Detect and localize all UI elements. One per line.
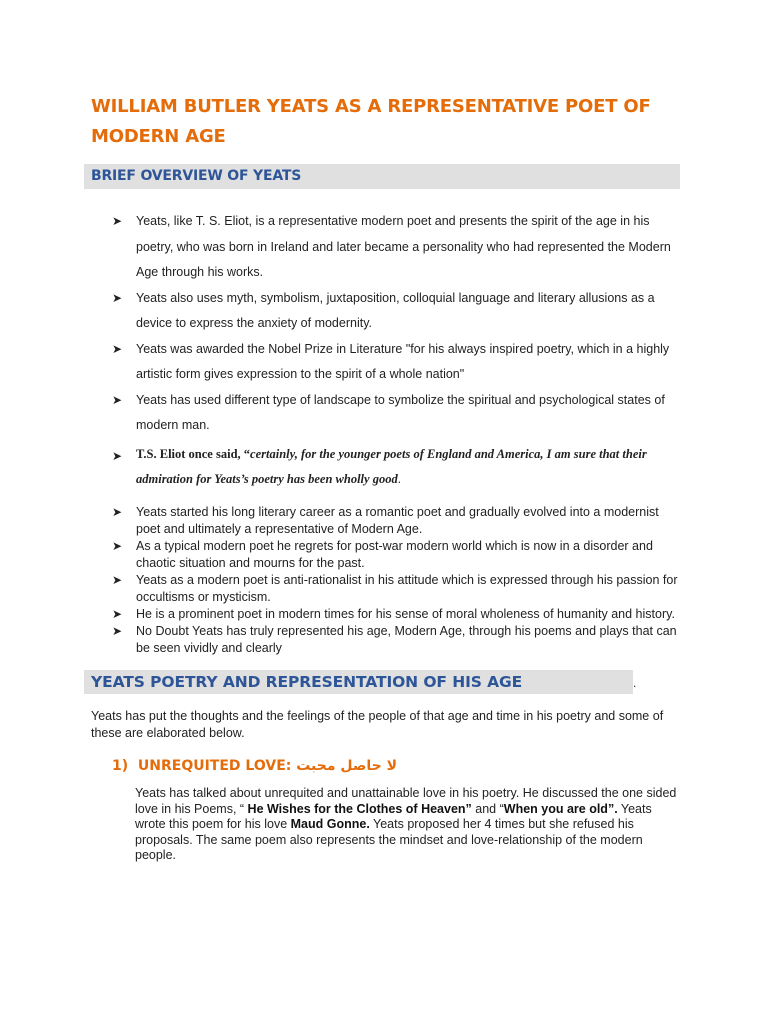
arrow-bullet-icon: ➤	[112, 214, 123, 228]
item-number: 1)	[112, 758, 129, 774]
list-item: ➤ No Doubt Yeats has truly represented his age, Modern Age, through his poems and plays that can be seen vividly and clearly	[112, 624, 677, 655]
list-item: ➤ Yeats was awarded the Nobel Prize in Literature "for his always inspired poetry, which in a highly artistic form gives expression to the spirit of a whole nation"	[112, 337, 672, 388]
arrow-bullet-icon: ➤	[112, 607, 123, 621]
section-heading-overview: BRIEF OVERVIEW OF YEATS	[91, 168, 302, 184]
arrow-bullet-icon: ➤	[112, 539, 123, 553]
document-title: WILLIAM BUTLER YEATS AS A REPRESENTATIVE POET OF MODERN AGE	[91, 96, 651, 147]
unrequited-love-paragraph: Yeats has talked about unrequited and unattainable love in his poetry. He discussed the one sided love in his Poems, “ He Wishes for the Clothes of Heaven” and “When you are old”. Yeats wrote this poem for his love Maud Gonne. Yeats proposed her 4 times but she refused his proposals. The same poem also represents the mindset and love-relationship of the modern people.	[135, 786, 677, 862]
career-bullet-list	[112, 504, 682, 657]
quote-lead: T.S. Eliot once said, “	[136, 446, 251, 461]
arrow-bullet-icon: ➤	[112, 290, 123, 305]
person-name: Maud Gonne.	[290, 817, 370, 831]
arrow-bullet-icon: ➤	[112, 392, 123, 407]
poem-title: When you are old”.	[503, 801, 618, 816]
heading-trail: .	[633, 676, 637, 690]
arabic-translation: لا حاصل محبت	[296, 758, 398, 774]
list-item: ➤ Yeats has used different type of landscape to symbolize the spiritual and psychological states of modern man.	[112, 388, 672, 439]
list-item: ➤ Yeats, like T. S. Eliot, is a representative modern poet and presents the spirit of the age in his poetry, who was born in Ireland and later became a personality who had represented the Modern Age through his works.	[112, 209, 672, 286]
item-heading: UNREQUITED LOVE:	[137, 758, 292, 774]
overview-bullet-list	[112, 209, 672, 493]
eliot-quote-item	[112, 442, 672, 493]
quote-text: certainly, for the younger poets of England and America, I am sure that their admiration for Yeats’s poetry has been wholly good	[136, 446, 647, 486]
list-item: ➤ Yeats as a modern poet is anti-rationalist in his attitude which is expressed through his passion for occultisms or mysticism.	[112, 573, 678, 604]
arrow-bullet-icon: ➤	[112, 448, 123, 463]
subsection-heading-unrequited-love	[112, 756, 397, 776]
arrow-bullet-icon: ➤	[112, 341, 123, 356]
arrow-bullet-icon: ➤	[112, 505, 123, 519]
poem-title: He Wishes for the Clothes of Heaven”	[247, 801, 472, 816]
quote-end: .	[397, 472, 401, 486]
list-item: ➤ Yeats also uses myth, symbolism, juxtaposition, colloquial language and literary allusions as a device to express the anxiety of modernity.	[112, 286, 672, 337]
list-item: ➤ As a typical modern poet he regrets for post-war modern world which is now in a disorder and chaotic situation and mourns for the past.	[112, 539, 653, 570]
section-heading-poetry: YEATS POETRY AND REPRESENTATION OF HIS AGE	[91, 673, 523, 691]
section-intro: Yeats has put the thoughts and the feelings of the people of that age and time in his poetry and some of these are elaborated below.	[91, 709, 664, 740]
arrow-bullet-icon: ➤	[112, 624, 123, 638]
list-item: ➤ He is a prominent poet in modern times for his sense of moral wholeness of humanity and history.	[112, 607, 675, 621]
arrow-bullet-icon: ➤	[112, 573, 123, 587]
list-item: ➤ Yeats started his long literary career as a romantic poet and gradually evolved into a modernist poet and ultimately a representative of Modern Age.	[112, 505, 659, 536]
